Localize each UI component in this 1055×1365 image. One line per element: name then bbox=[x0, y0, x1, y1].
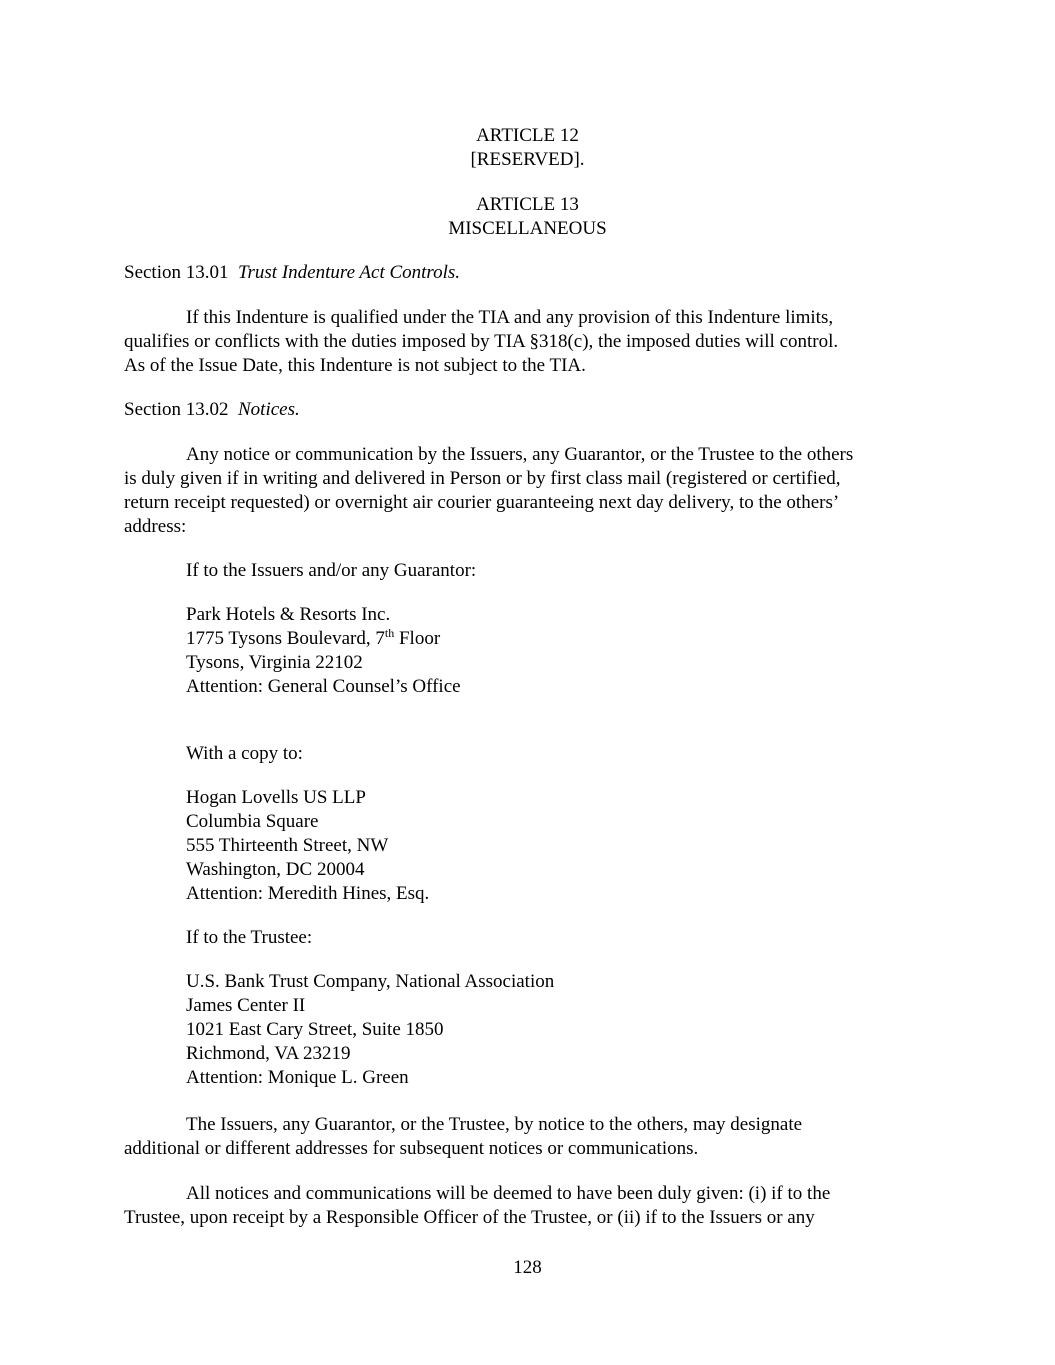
copy-label: With a copy to: bbox=[186, 743, 303, 764]
notices-intro-line-3: return receipt requested) or overnight air courier guaranteeing next day delivery, to the others’ bbox=[124, 492, 840, 513]
notices-intro-line-1: Any notice or communication by the Issuers, any Guarantor, or the Trustee to the others bbox=[186, 444, 854, 465]
issuers-address-line-2 bbox=[186, 627, 906, 651]
copy-address-line-2: Columbia Square bbox=[186, 811, 319, 832]
deemed-given-line-1: All notices and communications will be deemed to have been duly given: (i) if to the bbox=[186, 1183, 831, 1204]
designate-line-2: additional or different addresses for subsequent notices or communications. bbox=[124, 1138, 699, 1159]
trustee-address-line-5: Attention: Monique L. Green bbox=[186, 1067, 409, 1088]
copy-address-line-3: 555 Thirteenth Street, NW bbox=[186, 835, 389, 856]
section-13-01-paragraph bbox=[124, 306, 929, 378]
trustee-address-line-2: James Center II bbox=[186, 995, 306, 1016]
deemed-given-paragraph bbox=[124, 1182, 929, 1230]
designate-paragraph bbox=[124, 1113, 929, 1161]
notices-intro-line-4: address: bbox=[124, 516, 187, 537]
trustee-address-line-3: 1021 East Cary Street, Suite 1850 bbox=[186, 1019, 444, 1040]
section-13-02-number: Section 13.02 bbox=[124, 399, 229, 420]
trustee-address-line-4: Richmond, VA 23219 bbox=[186, 1043, 351, 1064]
section-13-02-title: Notices. bbox=[238, 399, 300, 420]
section-13-01-title: Trust Indenture Act Controls. bbox=[238, 262, 461, 283]
trustee-address-block bbox=[186, 970, 906, 1090]
article-12-heading-block bbox=[124, 124, 931, 172]
designate-line-1: The Issuers, any Guarantor, or the Trustee, by notice to the others, may designate bbox=[186, 1114, 803, 1135]
article-12-title: [RESERVED]. bbox=[470, 149, 585, 170]
notices-intro-paragraph bbox=[124, 443, 929, 539]
section-13-01-number: Section 13.01 bbox=[124, 262, 229, 283]
section-13-01-heading bbox=[124, 261, 924, 285]
issuers-address-line-2-main: 1775 Tysons Boulevard, 7 bbox=[186, 628, 385, 649]
copy-address-line-1: Hogan Lovells US LLP bbox=[186, 787, 366, 808]
notices-intro-line-2: is duly given if in writing and delivered in Person or by first class mail (registered or certified, bbox=[124, 468, 841, 489]
issuers-address-line-3: Tysons, Virginia 22102 bbox=[186, 652, 363, 673]
article-13-heading: ARTICLE 13 bbox=[476, 194, 579, 215]
article-13-title: MISCELLANEOUS bbox=[448, 218, 607, 239]
copy-address-block bbox=[186, 786, 906, 906]
issuers-address-block bbox=[186, 603, 906, 699]
trustee-address-line-1: U.S. Bank Trust Company, National Association bbox=[186, 971, 555, 992]
trustee-label: If to the Trustee: bbox=[186, 927, 313, 948]
issuers-address-line-2-end: Floor bbox=[394, 628, 441, 649]
section-13-02-heading bbox=[124, 398, 924, 422]
section-13-01-line-1: If this Indenture is qualified under the TIA and any provision of this Indenture limits, bbox=[186, 307, 834, 328]
section-13-01-line-2: qualifies or conflicts with the duties imposed by TIA §318(c), the imposed duties will control. bbox=[124, 331, 839, 352]
issuers-address-ordinal-suffix: th bbox=[384, 626, 395, 640]
page-number: 128 bbox=[513, 1257, 542, 1278]
issuers-address-line-4: Attention: General Counsel’s Office bbox=[186, 676, 461, 697]
copy-address-line-5: Attention: Meredith Hines, Esq. bbox=[186, 883, 430, 904]
issuers-address-line-1: Park Hotels & Resorts Inc. bbox=[186, 604, 391, 625]
article-12-heading: ARTICLE 12 bbox=[476, 125, 579, 146]
issuers-label: If to the Issuers and/or any Guarantor: bbox=[186, 560, 477, 581]
article-13-heading-block bbox=[124, 193, 931, 241]
section-13-01-line-3: As of the Issue Date, this Indenture is not subject to the TIA. bbox=[124, 355, 586, 376]
copy-address-line-4: Washington, DC 20004 bbox=[186, 859, 365, 880]
deemed-given-line-2: Trustee, upon receipt by a Responsible Officer of the Trustee, or (ii) if to the Issuers or any bbox=[124, 1207, 815, 1228]
